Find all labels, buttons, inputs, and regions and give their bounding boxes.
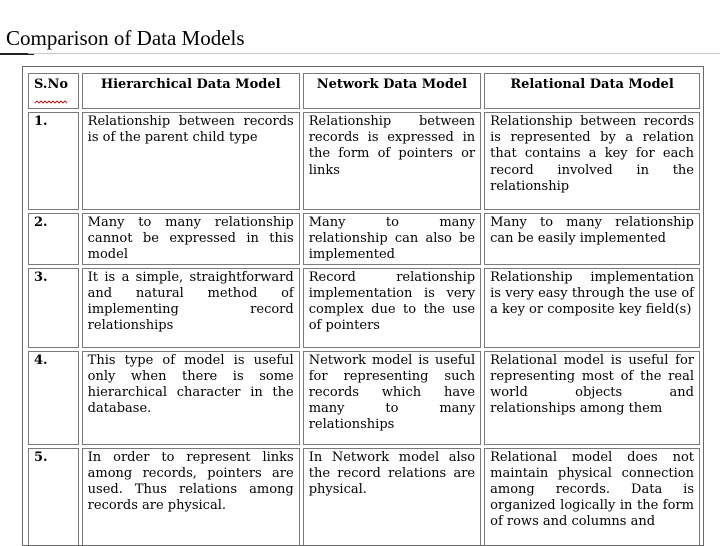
cell-hierarchical: It is a simple, straightforward and natural method of implementing record relationships <box>82 268 300 348</box>
header-network: Network Data Model <box>303 73 481 109</box>
cell-sno: 2. <box>28 213 79 265</box>
cell-hierarchical: Relationship between records is of the parent child type <box>82 112 300 210</box>
header-relational: Relational Data Model <box>484 73 700 109</box>
header-sno-label: S.No <box>34 77 69 92</box>
header-hierarchical: Hierarchical Data Model <box>82 73 300 109</box>
cell-hierarchical: Many to many relationship cannot be expressed in this model <box>82 213 300 265</box>
comparison-table <box>25 70 703 546</box>
cell-network: Relationship between records is expressed in the form of pointers or links <box>303 112 481 210</box>
cell-relational: Relational model is useful for representing most of the real world objects and relationships among them <box>484 351 700 445</box>
cell-network: Many to many relationship can also be implemented <box>303 213 481 265</box>
header-sno <box>28 73 79 109</box>
table-row <box>28 268 700 348</box>
cell-hierarchical: This type of model is useful only when there is some hierarchical character in the database. <box>82 351 300 445</box>
cell-relational: Relationship implementation is very easy through the use of a key or composite key field(s) <box>484 268 700 348</box>
spellcheck-squiggle-icon <box>35 100 67 104</box>
table-row <box>28 351 700 445</box>
cell-sno: 5. <box>28 448 79 546</box>
cell-network: Network model is useful for representing such records which have many to many relationships <box>303 351 481 445</box>
cell-network: Record relationship implementation is very complex due to the use of pointers <box>303 268 481 348</box>
comparison-table-frame <box>22 66 704 546</box>
cell-sno: 1. <box>28 112 79 210</box>
table-header-row <box>28 73 700 109</box>
table-row <box>28 448 700 546</box>
cell-relational: Many to many relationship can be easily implemented <box>484 213 700 265</box>
table-row <box>28 112 700 210</box>
cell-relational: Relational model does not maintain physical connection among records. Data is organized logically in the form of rows and columns and <box>484 448 700 546</box>
table-row <box>28 213 700 265</box>
cell-sno: 3. <box>28 268 79 348</box>
slide-title: Comparison of Data Models <box>6 26 245 50</box>
cell-sno: 4. <box>28 351 79 445</box>
cell-network: In Network model also the record relations are physical. <box>303 448 481 546</box>
cell-relational: Relationship between records is represented by a relation that contains a key for each record involved in the relationship <box>484 112 700 210</box>
title-divider <box>28 53 720 54</box>
cell-hierarchical: In order to represent links among records, pointers are used. Thus relations among records are physical. <box>82 448 300 546</box>
